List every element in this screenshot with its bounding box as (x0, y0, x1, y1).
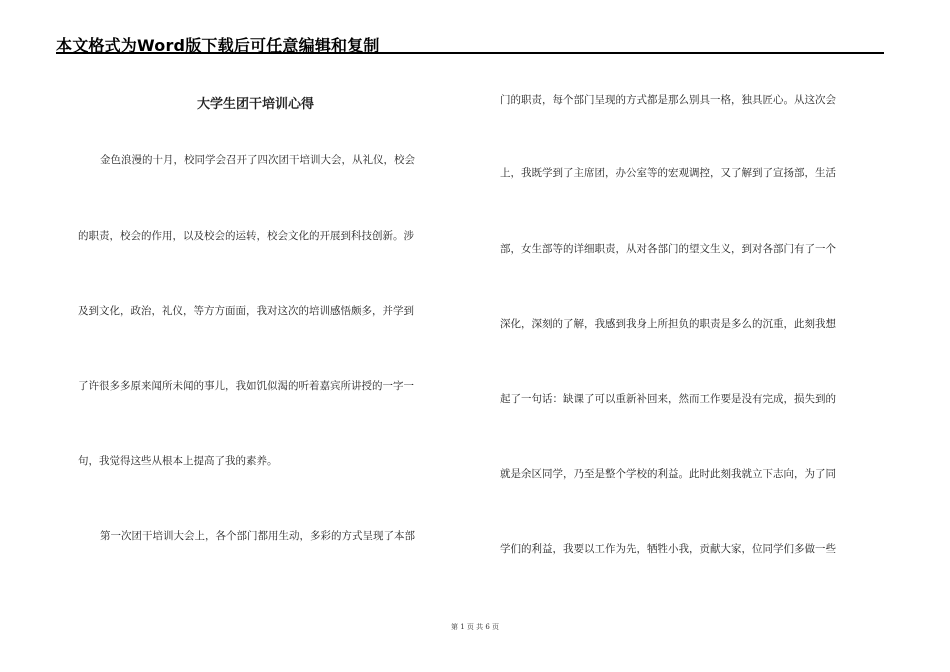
text-line: 起了一句话：缺课了可以重新补回来，然而工作要是没有完成，损失到的 (500, 393, 836, 405)
text-line: 句，我觉得这些从根本上提高了我的素养。 (78, 455, 278, 467)
text-line: 的职责，校会的作用，以及校会的运转，校会文化的开展到科技创新。涉 (78, 230, 414, 242)
banner-divider (56, 52, 884, 54)
text-line: 门的职责，每个部门呈现的方式都是那么别具一格，独具匠心。从这次会 (500, 94, 836, 106)
page-number: 第 1 页 共 6 页 (450, 623, 500, 631)
text-line: 了许很多多原来闻所未闻的事儿，我如饥似渴的听着嘉宾所讲授的一字一 (78, 380, 414, 392)
text-line: 深化，深刻的了解，我感到我身上所担负的职责是多么的沉重，此刻我想 (500, 318, 836, 330)
text-line: 学们的利益，我要以工作为先，牺牲小我，贡献大家，位同学们多做一些 (500, 543, 836, 555)
text-line: 就是余区同学，乃至是整个学校的利益。此时此刻我就立下志向，为了同 (500, 468, 836, 480)
document-title: 大学生团干培训心得 (197, 97, 315, 112)
text-line: 金色浪漫的十月，校同学会召开了四次团干培训大会，从礼仪，校会 (100, 154, 415, 166)
text-line: 第一次团干培训大会上，各个部门都用生动，多彩的方式呈现了本部 (100, 530, 415, 542)
text-line: 及到文化，政治，礼仪，等方方面面，我对这次的培训感悟颇多，并学到 (78, 305, 414, 317)
text-line: 上，我既学到了主席团，办公室等的宏观调控，又了解到了宣扬部，生活 (500, 167, 836, 179)
text-line: 部，女生部等的详细职责，从对各部门的望文生义，到对各部门有了一个 (500, 243, 836, 255)
document-banner: 本文格式为Word版下载后可任意编辑和复制 (56, 36, 380, 55)
